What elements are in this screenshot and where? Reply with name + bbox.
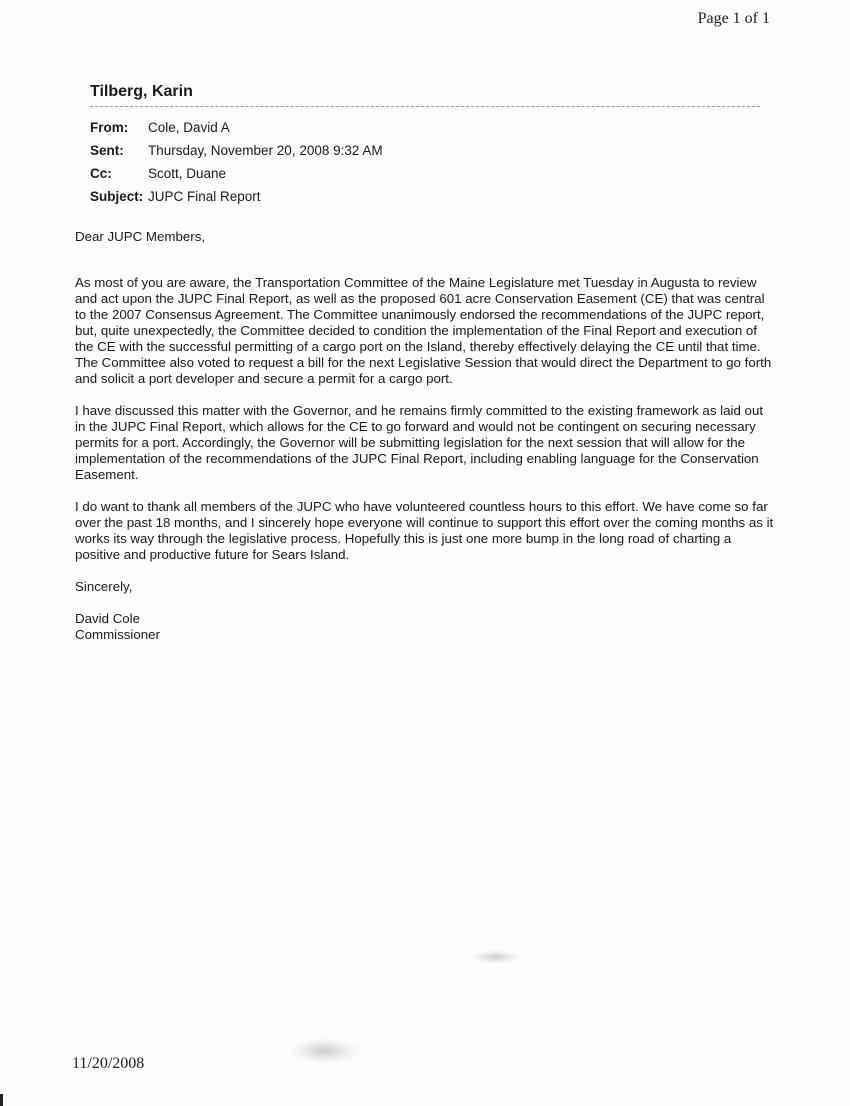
scan-smudge [290,1038,360,1064]
scan-edge-mark [0,1094,3,1106]
salutation: Dear JUPC Members, [75,229,206,244]
header-row-cc [90,166,383,189]
header-row-from [90,120,383,143]
mailbox-owner-name: Tilberg, Karin [90,83,193,100]
page-number: Page 1 of 1 [697,10,770,27]
header-row-subject [90,189,383,212]
signature-title: Commissioner [75,627,160,642]
body-paragraph: I have discussed this matter with the Governor, and he remains firmly committed to the existing framework as laid out in the JUPC Final Report, which allows for the CE to go forward and would not be contingent on securing necessary permits for a port. Accordingly, the Governor will be submitting legislation for the next session that will allow for the implementation of the recommendations of the JUPC Final Report, including enabling language for the Conservation Easement. [75,403,764,482]
header-divider [90,106,760,107]
subject-value: JUPC Final Report [148,189,261,204]
cc-label: Cc: [90,166,112,181]
email-body [75,229,775,643]
closing: Sincerely, [75,579,133,594]
subject-label: Subject: [90,189,144,204]
scan-smudge [470,950,520,964]
body-paragraph: I do want to thank all members of the JUPC who have volunteered countless hours to this effort. We have come so far over the past 18 months, and I sincerely hope everyone will continue to support this effort over the coming months as it works its way through the legislative process. Hopefully this is just one more bump in the long road of charting a positive and productive future for Sears Island. [75,499,774,562]
sent-label: Sent: [90,143,124,158]
body-paragraph: As most of you are aware, the Transportation Committee of the Maine Legislature met Tuesday in Augusta to review and act upon the JUPC Final Report, as well as the proposed 601 acre Conservation Easement (CE) that was central to the 2007 Consensus Agreement. The Committee unanimously endorsed the recommendations of the JUPC report, but, quite unexpectedly, the Committee decided to condition the implementation of the Final Report and execution of the CE with the successful permitting of a cargo port on the Island, thereby effectively delaying the CE until that time. The Committee also voted to request a bill for the next Legislative Session that would direct the Department to go forth and solicit a port developer and secure a permit for a cargo port. [75,275,772,386]
header-row-sent [90,143,383,166]
from-value: Cole, David A [148,120,230,135]
signature-name: David Cole [75,611,141,626]
email-header [90,120,383,212]
from-label: From: [90,120,129,135]
cc-value: Scott, Duane [148,166,227,181]
sent-value: Thursday, November 20, 2008 9:32 AM [148,143,383,158]
footer-print-date: 11/20/2008 [72,1055,145,1072]
